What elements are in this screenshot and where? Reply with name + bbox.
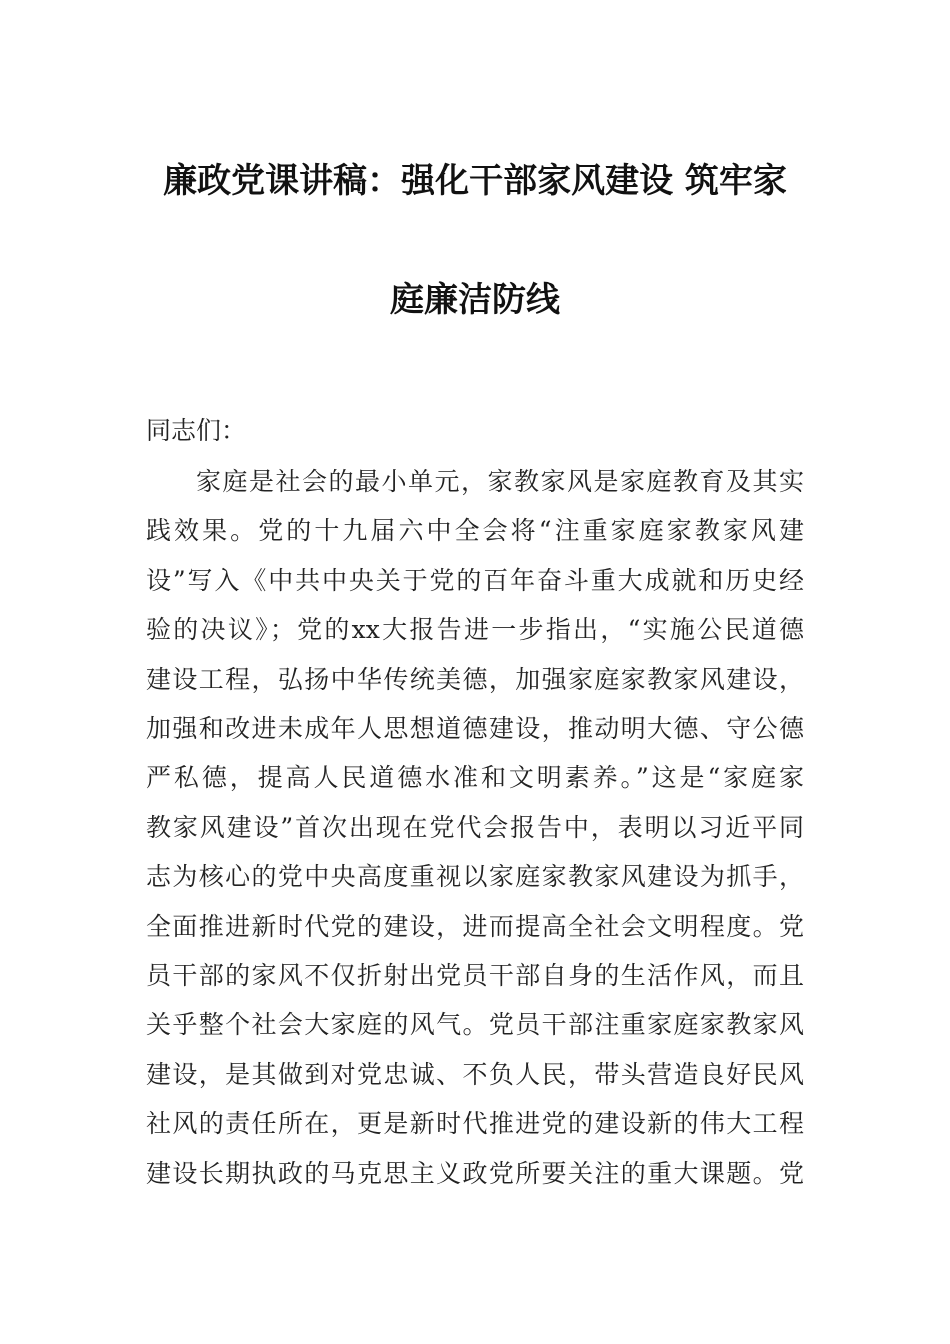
paragraph-line: 践效果。党的十九届六中全会将“注重家庭家教家风建 [146, 516, 804, 545]
paragraph-line: 验的决议》；党的xx大报告进一步指出，“实施公民道德 [146, 615, 804, 644]
paragraph-line: 严私德，提高人民道德水准和文明素养。”这是“家庭家 [146, 763, 804, 792]
paragraph-line: 志为核心的党中央高度重视以家庭家教家风建设为抓手， [146, 862, 804, 891]
paragraph-line: 加强和改进未成年人思想道德建设，推动明大德、守公德 [146, 714, 804, 743]
paragraph-line: 家庭是社会的最小单元，家教家风是家庭教育及其实 [196, 467, 804, 496]
paragraph-line: 教家风建设”首次出现在党代会报告中，表明以习近平同 [146, 813, 804, 842]
paragraph-line: 建设工程，弘扬中华传统美德，加强家庭家教家风建设， [146, 665, 804, 694]
paragraph-line: 员干部的家风不仅折射出党员干部自身的生活作风，而且 [146, 961, 804, 990]
paragraph-line: 设”写入《中共中央关于党的百年奋斗重大成就和历史经 [146, 566, 804, 595]
paragraph-line: 关乎整个社会大家庭的风气。党员干部注重家庭家教家风 [146, 1010, 804, 1039]
title-line-2: 庭廉洁防线 [390, 280, 560, 320]
salutation: 同志们： [146, 416, 247, 445]
paragraph-line: 全面推进新时代党的建设，进而提高全社会文明程度。党 [146, 912, 804, 941]
paragraph-line: 建设，是其做到对党忠诚、不负人民，带头营造良好民风 [146, 1060, 804, 1089]
paragraph-line: 社风的责任所在，更是新时代推进党的建设新的伟大工程 [146, 1109, 804, 1138]
title-line-1: 廉政党课讲稿：强化干部家风建设 筑牢家 [163, 161, 787, 201]
paragraph-line: 建设长期执政的马克思主义政党所要关注的重大课题。党 [146, 1159, 804, 1188]
